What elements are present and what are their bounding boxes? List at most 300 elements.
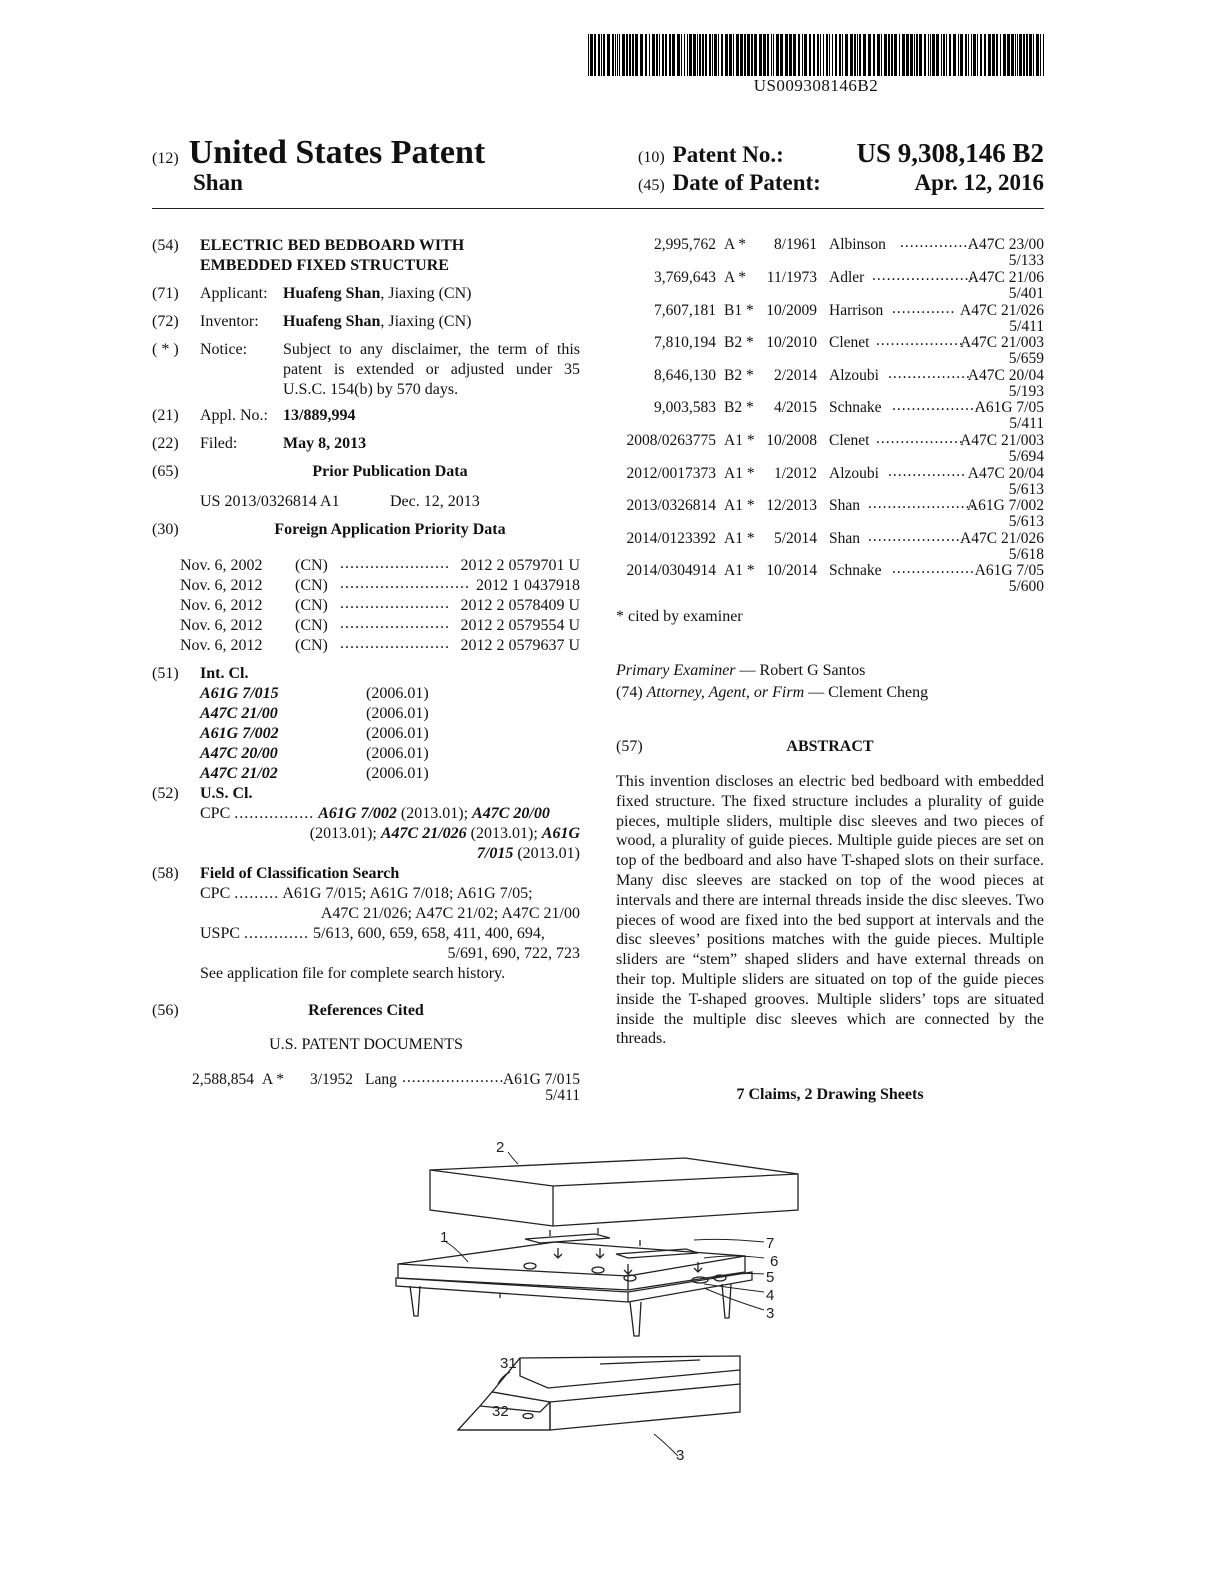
barcode-bar — [930, 34, 931, 76]
barcode-bar — [1000, 34, 1001, 76]
barcode-bar — [992, 34, 995, 76]
ref-dots: .................. — [892, 397, 980, 414]
intcl-class: A47C 21/00 — [200, 705, 278, 722]
ref-subclass: 5/193 — [1008, 383, 1044, 400]
ref-subclass: 5/411 — [545, 1087, 580, 1104]
field-uspc-dots: ............. — [244, 925, 310, 942]
field-see-note: See application file for complete search history. — [200, 965, 506, 982]
field-cpc-values: A61G 7/015; A61G 7/018; A61G 7/05; — [282, 885, 533, 902]
barcode-bar — [1029, 34, 1032, 76]
ref-name: Adler — [829, 269, 865, 286]
barcode-bar — [888, 34, 890, 76]
inid-30: (30) — [152, 521, 179, 538]
notice-line-1: Subject to any disclaimer, the term of this — [283, 341, 580, 358]
foreign-country: (CN) — [295, 577, 328, 594]
ref-dots: .................. — [876, 332, 964, 349]
ref-class: A47C 21/026 — [960, 302, 1044, 319]
date-label: Date of Patent: — [672, 170, 821, 195]
inid-22: (22) — [152, 435, 179, 452]
fig-label: 6 — [770, 1253, 779, 1270]
ref-name: Albinson — [829, 236, 886, 253]
ref-number: 2,995,762 — [654, 236, 716, 253]
ref-name: Harrison — [829, 302, 884, 319]
inid-51: (51) — [152, 665, 179, 682]
barcode-bar — [714, 34, 717, 76]
foreign-country: (CN) — [295, 637, 328, 654]
patent-date-line — [638, 170, 1044, 196]
barcode-bar — [740, 34, 743, 76]
ref-date: 8/1961 — [773, 236, 817, 253]
ref-subclass: 5/411 — [1009, 415, 1044, 432]
barcode-bar — [996, 34, 998, 76]
inid-10: (10) — [638, 149, 665, 166]
foreign-country: (CN) — [295, 557, 328, 574]
ref-date: 10/2010 — [766, 334, 817, 351]
barcode-bar — [1003, 34, 1006, 76]
ref-kind: B1 * — [724, 302, 754, 319]
intcl-class: A61G 7/002 — [200, 725, 279, 742]
ref-date: 2/2014 — [773, 367, 817, 384]
barcode-bar — [809, 34, 811, 76]
prior-pub-date: Dec. 12, 2013 — [390, 493, 480, 510]
applicant-name: Huafeng Shan — [283, 285, 381, 302]
ref-class: A61G 7/05 — [974, 562, 1044, 579]
intcl-class: A47C 21/02 — [200, 765, 278, 782]
fig-label: 32 — [492, 1403, 509, 1420]
fig-label: 7 — [766, 1235, 775, 1252]
barcode-bar — [677, 34, 680, 76]
field-uspc-line-1 — [200, 924, 545, 944]
barcode-bar — [894, 34, 897, 76]
barcode-bar — [656, 34, 658, 76]
cpc-line-3 — [200, 844, 580, 864]
barcode-bar — [857, 34, 858, 76]
barcode-bar — [971, 34, 972, 76]
barcode-bar — [1043, 34, 1044, 76]
ref-subclass: 5/133 — [1008, 252, 1044, 269]
inid-72: (72) — [152, 313, 179, 330]
intcl-class: A61G 7/015 — [200, 685, 279, 702]
ref-number: 2014/0123392 — [626, 530, 716, 547]
document-number: US009308146B2 — [753, 76, 879, 95]
intcl-class: A47C 20/00 — [200, 745, 278, 762]
ref-dots: ..................... — [402, 1069, 505, 1086]
cpc-dots: ................ — [234, 805, 315, 822]
abstract-heading: ABSTRACT — [786, 738, 874, 755]
barcode-bar — [980, 34, 982, 76]
ref-dots: .................... — [868, 528, 966, 545]
foreign-number: 2012 2 0578409 U — [460, 597, 580, 614]
ref-dots: .................. — [876, 430, 964, 447]
barcode-bar — [612, 34, 614, 76]
notice-label: Notice: — [200, 341, 248, 358]
barcode-bar — [943, 34, 945, 76]
barcode-bar — [763, 34, 766, 76]
ref-dots: ................. — [892, 560, 975, 577]
cpc-line-1 — [200, 804, 550, 824]
barcode-bar — [881, 34, 882, 76]
barcode-bar — [744, 34, 746, 76]
barcode-bar — [845, 34, 848, 76]
barcode-bar — [699, 34, 701, 76]
barcode — [588, 34, 1044, 76]
field-uspc-line-2: 5/691, 690, 722, 723 — [447, 945, 580, 962]
barcode-bar — [804, 34, 807, 76]
ref-class: A47C 21/026 — [960, 530, 1044, 547]
ref-date: 10/2009 — [766, 302, 817, 319]
barcode-bar — [842, 34, 843, 76]
attorney-label: Attorney, Agent, or Firm — [646, 684, 805, 701]
barcode-bar — [793, 34, 796, 76]
ref-number: 7,607,181 — [654, 302, 716, 319]
barcode-bar — [973, 34, 976, 76]
page-title: United States Patent — [188, 134, 486, 171]
field-uspc-label: USPC — [200, 925, 241, 942]
field-heading: Field of Classification Search — [200, 865, 400, 882]
ref-date: 1/2012 — [773, 465, 817, 482]
inid-58: (58) — [152, 865, 179, 882]
ref-class: A47C 23/00 — [967, 236, 1044, 253]
field-cpc-line-1 — [200, 884, 533, 904]
ref-name: Alzoubi — [829, 465, 879, 482]
barcode-bar — [632, 34, 634, 76]
barcode-bar — [1040, 34, 1041, 76]
barcode-bar — [823, 34, 824, 76]
ref-dots: ................ — [888, 463, 966, 480]
barcode-bar — [949, 34, 951, 76]
field-cpc-label: CPC — [200, 885, 231, 902]
ref-number: 2013/0326814 — [626, 497, 716, 514]
ref-subclass: 5/613 — [1008, 481, 1044, 498]
cpc-class: A47C 20/00 — [472, 805, 550, 822]
applicant-location: , Jiaxing (CN) — [380, 285, 472, 302]
inid-52: (52) — [152, 785, 179, 802]
barcode-bar — [771, 34, 772, 76]
foreign-number: 2012 2 0579554 U — [460, 617, 580, 634]
ref-name: Clenet — [829, 334, 870, 351]
ref-date: 10/2008 — [766, 432, 817, 449]
inid-65: (65) — [152, 463, 179, 480]
invention-title-1: ELECTRIC BED BEDBOARD WITH — [200, 237, 465, 254]
foreign-number: 2012 2 0579701 U — [460, 557, 580, 574]
barcode-bar — [617, 34, 618, 76]
barcode-bar — [759, 34, 762, 76]
barcode-bar — [712, 34, 713, 76]
cpc-line-2 — [200, 824, 580, 844]
barcode-bar — [629, 34, 631, 76]
barcode-bar — [594, 34, 596, 76]
barcode-bar — [684, 34, 685, 76]
barcode-bar — [619, 34, 620, 76]
barcode-bar — [924, 34, 926, 76]
barcode-bar — [622, 34, 625, 76]
barcode-bar — [914, 34, 915, 76]
barcode-bar — [899, 34, 900, 76]
inid-12: (12) — [152, 150, 179, 167]
notice-line-2: patent is extended or adjusted under 35 — [283, 361, 580, 378]
barcode-bar — [785, 34, 788, 76]
barcode-bar — [813, 34, 815, 76]
barcode-bar — [773, 34, 774, 76]
inventor-label: Inventor: — [200, 313, 259, 330]
ref-number: 2,588,854 — [192, 1071, 254, 1088]
notice-line-3: U.S.C. 154(b) by 570 days. — [283, 381, 459, 398]
ref-date: 11/1973 — [766, 269, 817, 286]
ref-date: 10/2014 — [766, 562, 817, 579]
barcode-bar — [709, 34, 711, 76]
barcode-bar — [1017, 34, 1018, 76]
barcode-bar — [705, 34, 707, 76]
ref-dots: ...................... — [868, 495, 976, 512]
ref-date: 5/2014 — [773, 530, 817, 547]
fig-label: 3 — [766, 1305, 775, 1322]
foreign-dots: ...................... — [340, 595, 450, 612]
barcode-bar — [665, 34, 667, 76]
barcode-bar — [669, 34, 671, 76]
intcl-version: (2006.01) — [366, 685, 429, 702]
foreign-dots: ...................... — [340, 615, 450, 632]
ref-subclass: 5/618 — [1008, 546, 1044, 563]
attorney — [616, 683, 928, 703]
intcl-version: (2006.01) — [366, 725, 429, 742]
patent-header-left — [152, 134, 485, 172]
ref-subclass: 5/659 — [1008, 350, 1044, 367]
barcode-bar — [736, 34, 739, 76]
ref-name: Clenet — [829, 432, 870, 449]
barcode-bar — [1023, 34, 1025, 76]
ref-number: 2008/0263775 — [626, 432, 716, 449]
foreign-date: Nov. 6, 2012 — [180, 597, 263, 614]
barcode-bar — [1007, 34, 1010, 76]
barcode-bar — [988, 34, 991, 76]
barcode-bar — [829, 34, 830, 76]
appl-number: 13/889,994 — [283, 407, 356, 424]
field-uspc-values: 5/613, 600, 659, 658, 411, 400, 694, — [313, 925, 545, 942]
barcode-bar — [891, 34, 893, 76]
fig-label: 4 — [766, 1287, 775, 1304]
barcode-bar — [615, 34, 616, 76]
intcl-version: (2006.01) — [366, 745, 429, 762]
ref-class: A61G 7/05 — [974, 399, 1044, 416]
abstract-text: This invention discloses an electric bed bedboard with embedded fixed structure. The fixed structure includes a plurality of guide pieces, multiple sliders, multiple disc sleeves and two pieces of wood, a plurality of guide pieces. Multiple guide pieces are set on top of the bedboard and also have T-shaped slots on their surface. Many disc sleeves are stacked on top of the wood pieces at intervals and there are internal threads inside the disc sleeves. Two pieces of wood are fixed into the bed support at intervals and the disc sleeves’ positions matches with the guide pieces. Multiple sliders are “stem” shaped sliders and have external threads on their top. Multiple sliders are situated on top of the guide pieces inside the T-shaped grooves. Multiple sliders’ tops are situated inside the multiple disc sleeves which are connected by the threads. — [616, 773, 1044, 1048]
cpc-label: CPC — [200, 805, 231, 822]
barcode-bar — [767, 34, 769, 76]
ref-class: A47C 21/06 — [967, 269, 1044, 286]
barcode-bar — [733, 34, 734, 76]
filed-label: Filed: — [200, 435, 238, 452]
barcode-bar — [906, 34, 909, 76]
ref-number: 8,646,130 — [654, 367, 716, 384]
barcode-bar — [649, 34, 650, 76]
barcode-bar — [1011, 34, 1014, 76]
barcode-bar — [873, 34, 875, 76]
barcode-bar — [1026, 34, 1028, 76]
ref-dots: ............. — [892, 300, 956, 317]
ref-number: 7,810,194 — [654, 334, 716, 351]
ref-dots: ............... — [900, 234, 974, 251]
patent-number-line — [638, 138, 1044, 168]
ref-name: Lang — [365, 1071, 397, 1088]
barcode-bar — [936, 34, 939, 76]
barcode-bar — [968, 34, 969, 76]
barcode-bar — [702, 34, 704, 76]
ref-number: 9,003,583 — [654, 399, 716, 416]
barcode-bar — [884, 34, 887, 76]
barcode-bar — [877, 34, 880, 76]
examiner-name: — Robert G Santos — [735, 662, 866, 679]
barcode-bar — [603, 34, 605, 76]
inid-notice: ( * ) — [152, 341, 179, 358]
barcode-bar — [1019, 34, 1022, 76]
invention-title-2: EMBEDDED FIXED STRUCTURE — [200, 257, 449, 274]
fig-label: 5 — [766, 1269, 775, 1286]
foreign-dots: ...................... — [340, 555, 450, 572]
inventor-location: , Jiaxing (CN) — [380, 313, 472, 330]
barcode-bar — [854, 34, 856, 76]
prior-pub-number: US 2013/0326814 A1 — [200, 493, 340, 510]
foreign-number: 2012 2 0579637 U — [460, 637, 580, 654]
foreign-date: Nov. 6, 2012 — [180, 577, 263, 594]
foreign-dots: ...................... — [340, 635, 450, 652]
foreign-country: (CN) — [295, 597, 328, 614]
barcode-bar — [588, 34, 589, 76]
mattress-board — [430, 1158, 798, 1226]
ref-subclass: 5/411 — [1009, 318, 1044, 335]
fig-label: 3 — [676, 1447, 685, 1464]
cpc-class: A47C 21/026 — [380, 825, 467, 842]
barcode-bar — [659, 34, 660, 76]
ref-subclass: 5/694 — [1008, 448, 1044, 465]
barcode-bar — [941, 34, 942, 76]
inventor — [283, 312, 471, 332]
inid-56: (56) — [152, 1002, 179, 1019]
barcode-bar — [820, 34, 821, 76]
barcode-bar — [932, 34, 935, 76]
applicant-label: Applicant: — [200, 285, 268, 302]
barcode-bar — [689, 34, 692, 76]
cpc-version: (2013.01) — [513, 845, 580, 862]
patent-drawing — [380, 1130, 800, 1470]
intcl-version: (2006.01) — [366, 765, 429, 782]
ref-kind: A * — [724, 236, 746, 253]
barcode-bar — [859, 34, 861, 76]
barcode-bar — [960, 34, 963, 76]
barcode-bar — [832, 34, 833, 76]
foreign-country: (CN) — [295, 617, 328, 634]
uscl-heading: U.S. Cl. — [200, 785, 253, 802]
barcode-bar — [687, 34, 688, 76]
barcode-bar — [780, 34, 783, 76]
intcl-heading: Int. Cl. — [200, 665, 249, 682]
cpc-version: (2013.01); — [396, 805, 473, 822]
ref-name: Schnake — [829, 562, 882, 579]
cpc-class: A61G — [541, 825, 580, 842]
barcode-bar — [607, 34, 610, 76]
us-docs-heading: U.S. PATENT DOCUMENTS — [269, 1036, 463, 1053]
barcode-bar — [802, 34, 803, 76]
barcode-bar — [754, 34, 757, 76]
ref-class: A47C 20/04 — [967, 465, 1044, 482]
barcode-bar — [635, 34, 638, 76]
inid-45: (45) — [638, 177, 665, 194]
barcode-bar — [958, 34, 959, 76]
barcode-bar — [835, 34, 837, 76]
foreign-dots: .......................... — [340, 575, 470, 592]
barcode-bar — [910, 34, 913, 76]
foreign-date: Nov. 6, 2012 — [180, 637, 263, 654]
ref-kind: A1 * — [724, 497, 755, 514]
refs-heading: References Cited — [308, 1002, 424, 1019]
ref-name: Alzoubi — [829, 367, 879, 384]
ref-kind: A1 * — [724, 432, 755, 449]
barcode-bar — [747, 34, 750, 76]
attorney-name: — Clement Cheng — [804, 684, 929, 701]
barcode-bar — [601, 34, 602, 76]
ref-class: A47C 21/003 — [960, 432, 1044, 449]
barcode-bar — [977, 34, 978, 76]
patent-date: Apr. 12, 2016 — [914, 170, 1044, 195]
barcode-bar — [721, 34, 723, 76]
barcode-bar — [681, 34, 682, 76]
ref-subclass: 5/613 — [1008, 513, 1044, 530]
primary-examiner — [616, 661, 865, 681]
barcode-bar — [1036, 34, 1039, 76]
ref-class: A61G 7/015 — [502, 1071, 580, 1088]
field-cpc-line-2: A47C 21/026; A47C 21/02; A47C 21/00 — [320, 905, 580, 922]
ref-name: Shan — [829, 530, 860, 547]
filed-date: May 8, 2013 — [283, 435, 367, 452]
barcode-bar — [751, 34, 753, 76]
inid-71: (71) — [152, 285, 179, 302]
ref-number: 2012/0017373 — [626, 465, 716, 482]
barcode-bar — [652, 34, 655, 76]
barcode-bar — [965, 34, 967, 76]
barcode-bar — [789, 34, 792, 76]
barcode-bar — [984, 34, 986, 76]
barcode-bar — [919, 34, 922, 76]
ref-kind: B2 * — [724, 334, 754, 351]
barcode-bar — [640, 34, 643, 76]
ref-number: 2014/0304914 — [626, 562, 716, 579]
barcode-bar — [1015, 34, 1016, 76]
ref-number: 3,769,643 — [654, 269, 716, 286]
barcode-bar — [826, 34, 828, 76]
field-cpc-dots: ......... — [234, 885, 280, 902]
ref-subclass: 5/401 — [1008, 285, 1044, 302]
ref-kind: A1 * — [724, 562, 755, 579]
inid-21: (21) — [152, 407, 179, 424]
ref-subclass: 5/600 — [1008, 578, 1044, 595]
cpc-class: A61G 7/002 — [318, 805, 397, 822]
inid-74: (74) — [616, 684, 643, 701]
ref-class: A47C 20/04 — [967, 367, 1044, 384]
ref-kind: A * — [262, 1071, 284, 1088]
cited-note: * cited by examiner — [616, 608, 743, 625]
cpc-version: (2013.01); — [309, 825, 381, 842]
barcode-bar — [776, 34, 779, 76]
ref-date: 4/2015 — [773, 399, 817, 416]
barcode-bar — [598, 34, 600, 76]
inventor-surname: Shan — [193, 170, 243, 195]
cpc-version: (2013.01); — [466, 825, 542, 842]
barcode-bar — [902, 34, 905, 76]
barcode-bar — [863, 34, 866, 76]
ref-kind: A * — [724, 269, 746, 286]
ref-dots: ................. — [888, 365, 971, 382]
fig-label: 1 — [440, 1229, 449, 1246]
barcode-bar — [946, 34, 947, 76]
ref-dots: ..................... — [872, 267, 975, 284]
